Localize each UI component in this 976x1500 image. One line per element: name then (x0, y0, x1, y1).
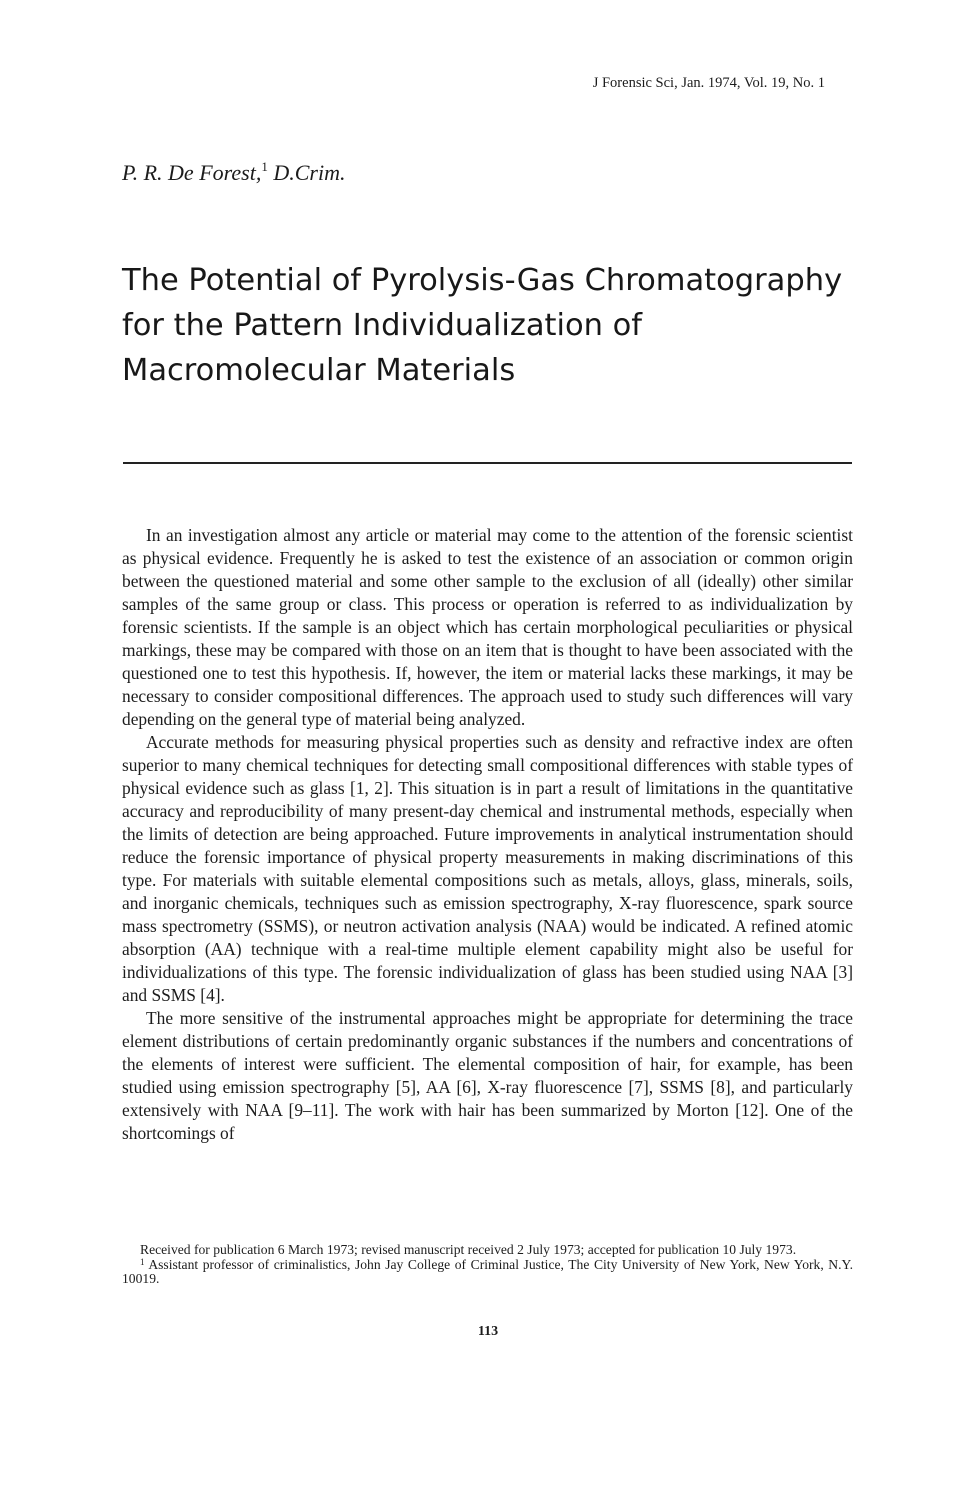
author-footnote-mark: 1 (261, 159, 268, 174)
body-paragraph: In an investigation almost any article or material may come to the attention of the forensic scientist as physical evidence. Frequently he is asked to test the existence of an association or common origin between the questioned material and some other sample to the exclusion of all (ideally) other similar samples of the same group or class. This process or operation is referred to as individualization by forensic scientists. If the sample is an object which has certain morphological peculiarities or physical markings, these may be compared with those on an item that is thought to have been associated with the questioned one to test this hypothesis. If, however, the item or material lacks these markings, it may be necessary to consider compositional differences. The approach used to study such differences will vary depending on the general type of material being analyzed. (122, 525, 853, 729)
article-body (122, 524, 853, 1145)
journal-header: J Forensic Sci, Jan. 1974, Vol. 19, No. 1 (592, 75, 825, 91)
footnote-text: Received for publication 6 March 1973; revised manuscript received 2 July 1973; accepted for publication 10 July 1973. (140, 1242, 797, 1257)
footnote-affiliation (122, 1258, 853, 1287)
author-line (122, 160, 345, 186)
author-name: P. R. De Forest, (122, 160, 262, 185)
page-number: 113 (477, 1324, 499, 1339)
footnote-text: Assistant professor of criminalistics, John Jay College of Criminal Justice, The City University of New York, New York, N.Y. 10019. (122, 1256, 853, 1286)
title-line: Macromolecular Materials (122, 353, 516, 388)
title-line: The Potential of Pyrolysis-Gas Chromatography (122, 263, 843, 298)
footnote-mark: 1 (140, 1256, 145, 1267)
author-degree: D.Crim. (273, 160, 346, 185)
article-title (122, 258, 882, 393)
body-paragraph: Accurate methods for measuring physical properties such as density and refractive index are often superior to many chemical techniques for detecting small compositional differences with stable types of physical evidence such as glass [1, 2]. This situation is in part a result of limitations in the quantitative accuracy and reproducibility of many present-day chemical and instrumental methods, especially when the limits of detection are being approached. Future improvements in analytical instrumentation should reduce the forensic importance of physical property measurements in making discriminations of this type. For materials with suitable elemental compositions such as metals, alloys, glass, minerals, soils, and inorganic chemicals, techniques such as emission spectrography, X-ray fluorescence, spark source mass spectrometry (SSMS), or neutron activation analysis (NAA) would be indicated. A refined atomic absorption (AA) technique with a real-time multiple element capability might also be useful for individualizations of this type. The forensic individualization of glass has been studied using NAA [3] and SSMS [4]. (122, 732, 853, 1005)
body-paragraph: The more sensitive of the instrumental approaches might be appropriate for determining the trace element distributions of certain predominantly organic substances if the numbers and concentrations of the elements of interest were sufficient. The elemental composition of hair, for example, has been studied using emission spectrography [5], AA [6], X-ray fluorescence [7], SSMS [8], and particularly extensively with NAA [9–11]. The work with hair has been summarized by Morton [12]. One of the shortcomings of (122, 1008, 853, 1143)
footnotes (122, 1243, 853, 1287)
title-divider-rule (123, 462, 852, 464)
title-line: for the Pattern Individualization of (122, 308, 643, 343)
footnote-received (122, 1243, 853, 1258)
